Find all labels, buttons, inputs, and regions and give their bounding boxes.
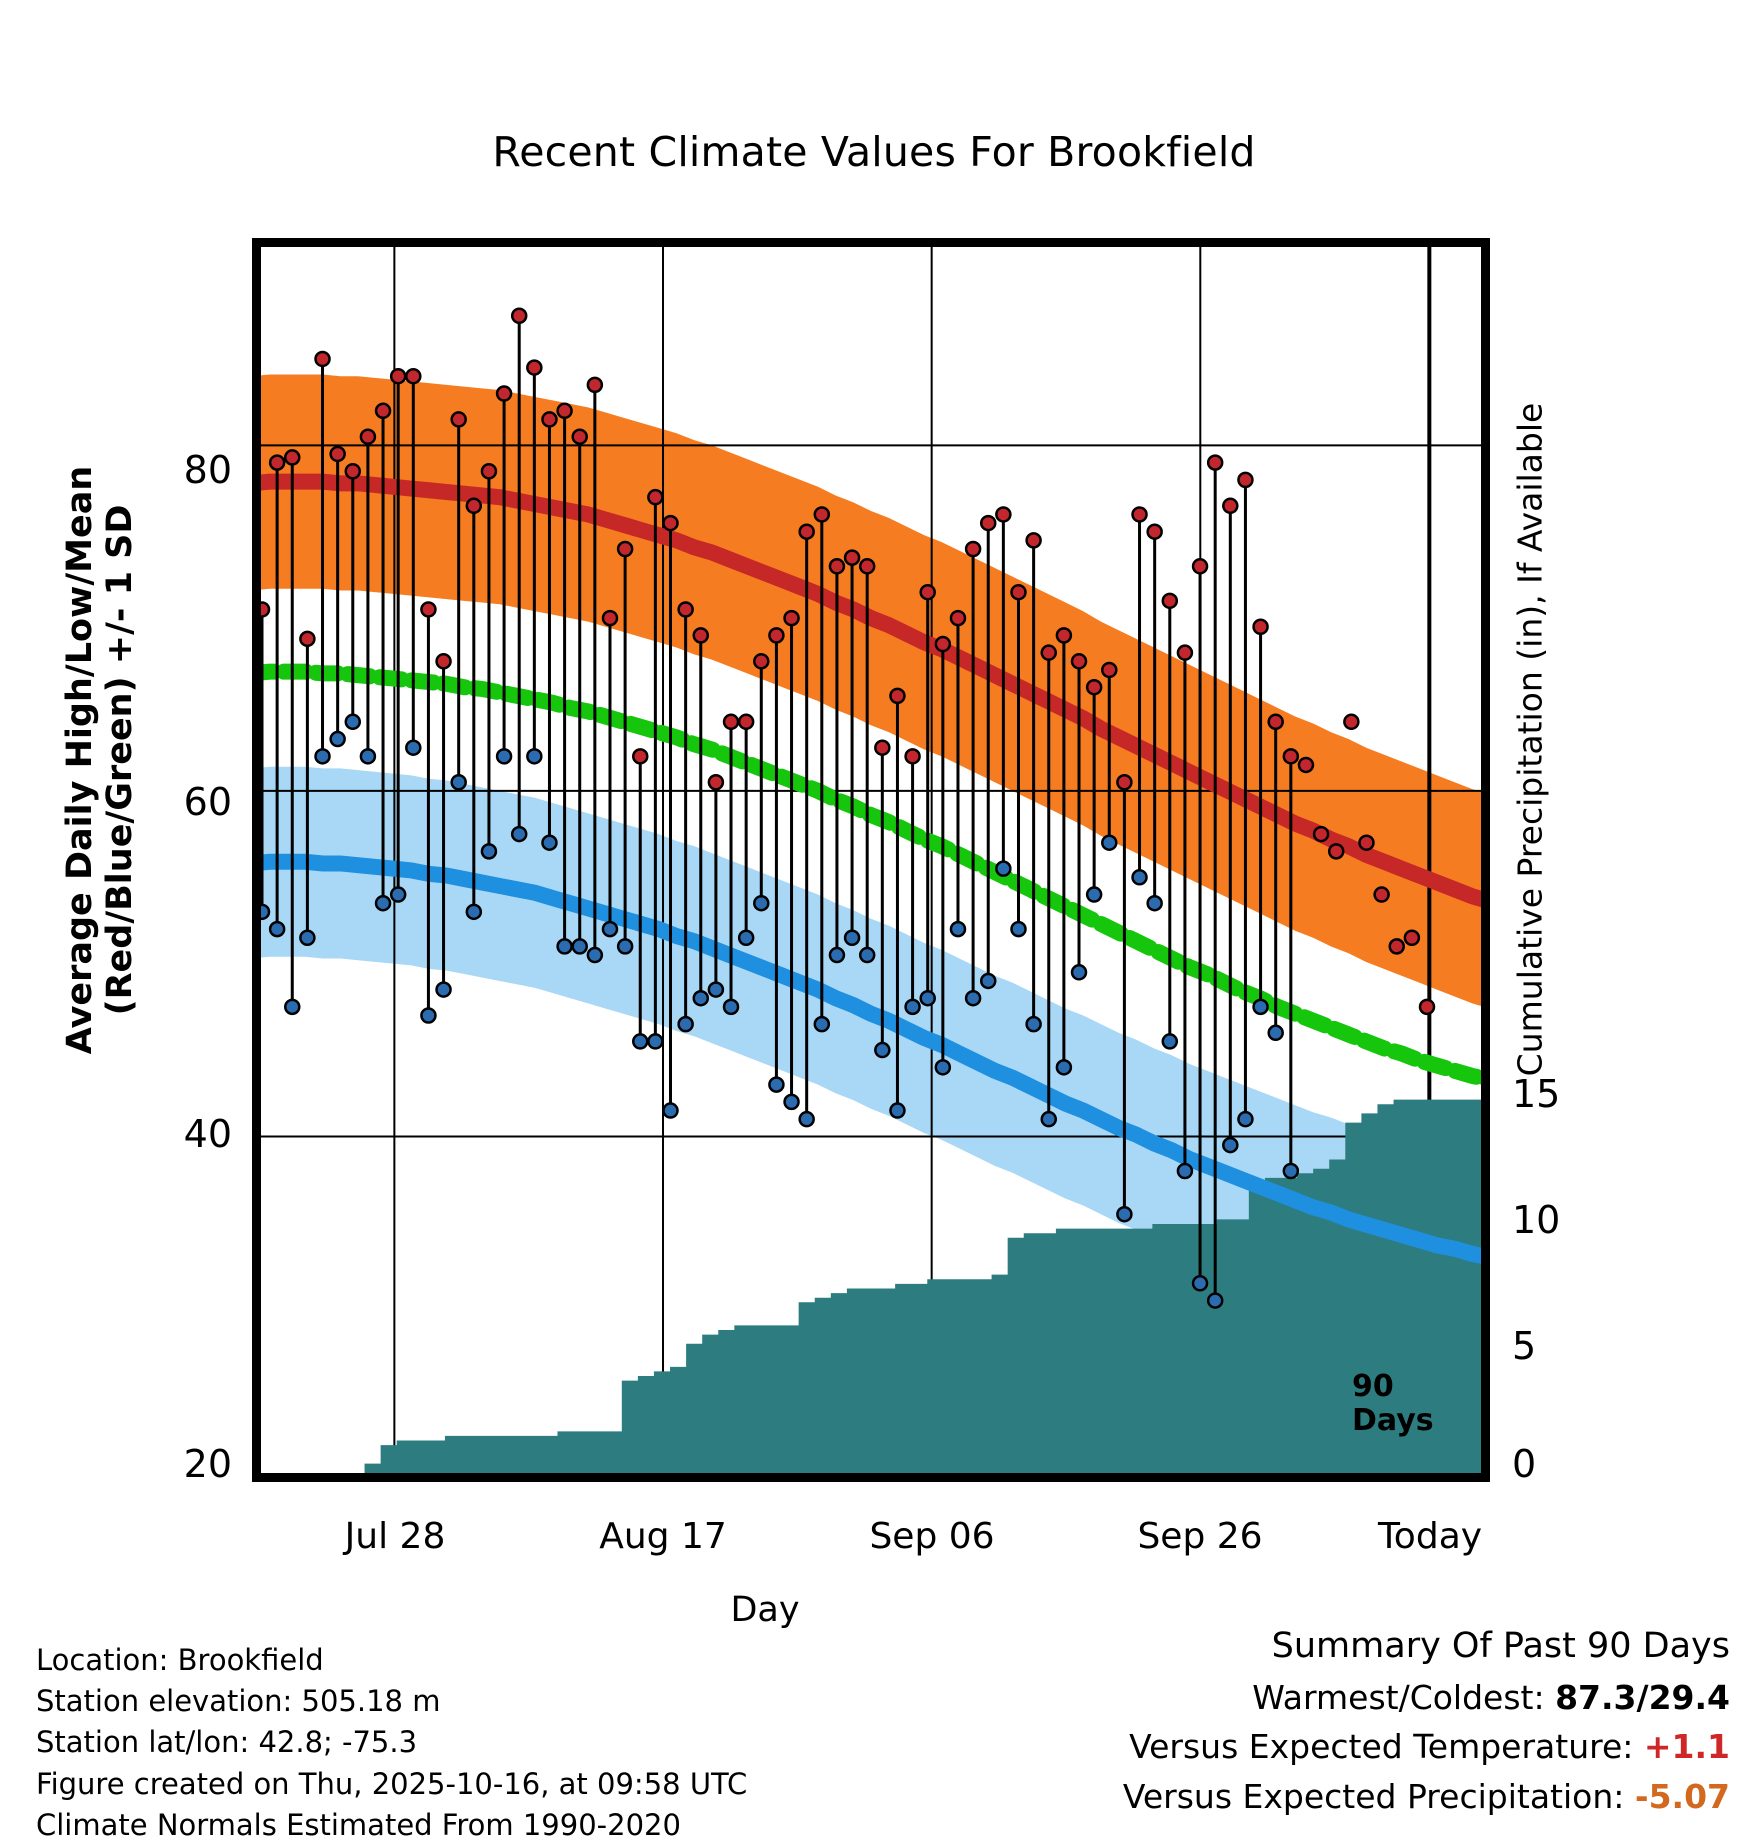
summary-temp-label: Versus Expected Temperature: (1129, 1727, 1634, 1766)
summary-warmest-coldest-label: Warmest/Coldest: (1252, 1677, 1545, 1717)
summary-warmest-coldest-value: 87.3/29.4 (1555, 1677, 1730, 1717)
summary-precip-value: -5.07 (1634, 1776, 1730, 1816)
footer-elevation: Station elevation: 505.18 m (36, 1684, 441, 1719)
x-axis-label: Day (730, 1590, 800, 1630)
summary-temp-anomaly (1123, 1722, 1730, 1772)
days-annotation-label: Days (1352, 1402, 1434, 1438)
footer-metadata (36, 1640, 747, 1846)
y-tick-40: 40 (183, 1112, 232, 1156)
y-tick-60: 60 (183, 780, 232, 824)
summary-warmest-coldest (1123, 1673, 1730, 1723)
page-title: Recent Climate Values For Brookfield (492, 128, 1256, 176)
x-tick-aug-17: Aug 17 (599, 1516, 727, 1557)
footer-created: Figure created on Thu, 2025-10-16, at 09:58 UTC (36, 1766, 748, 1801)
y-axis-label-right: Cumulative Precipitation (in), If Available (1510, 402, 1550, 1077)
plot-area (252, 238, 1490, 1482)
days-annotation (1352, 1370, 1434, 1437)
footer-latlon: Station lat/lon: 42.8; -75.3 (36, 1725, 418, 1760)
x-tick-jul-28: Jul 28 (344, 1516, 446, 1557)
x-tick-today: Today (1377, 1516, 1483, 1557)
y-tick-20: 20 (183, 1442, 232, 1486)
plot-frame (252, 238, 1490, 1482)
days-annotation-number: 90 (1352, 1369, 1394, 1404)
y-tick-right-15: 15 (1512, 1072, 1561, 1116)
x-tick-sep-26: Sep 26 (1137, 1516, 1263, 1557)
y-tick-80: 80 (183, 448, 232, 492)
y-axis-label-left: Average Daily High/Low/Mean (Red/Blue/Green) +/- 1 SD (60, 465, 140, 1055)
summary-precip-anomaly (1123, 1772, 1730, 1822)
y-tick-right-5: 5 (1512, 1324, 1537, 1368)
footer-location: Location: Brookfield (36, 1643, 324, 1677)
summary-precip-label: Versus Expected Precipitation: (1122, 1776, 1625, 1816)
footer-normals: Climate Normals Estimated From 1990-2020 (36, 1807, 681, 1842)
summary-panel (1123, 1620, 1730, 1821)
x-tick-sep-06: Sep 06 (869, 1516, 995, 1557)
summary-heading: Summary Of Past 90 Days (1271, 1626, 1730, 1666)
summary-temp-value: +1.1 (1643, 1727, 1730, 1766)
y-tick-right-0: 0 (1512, 1442, 1537, 1486)
y-tick-right-10: 10 (1512, 1198, 1561, 1242)
